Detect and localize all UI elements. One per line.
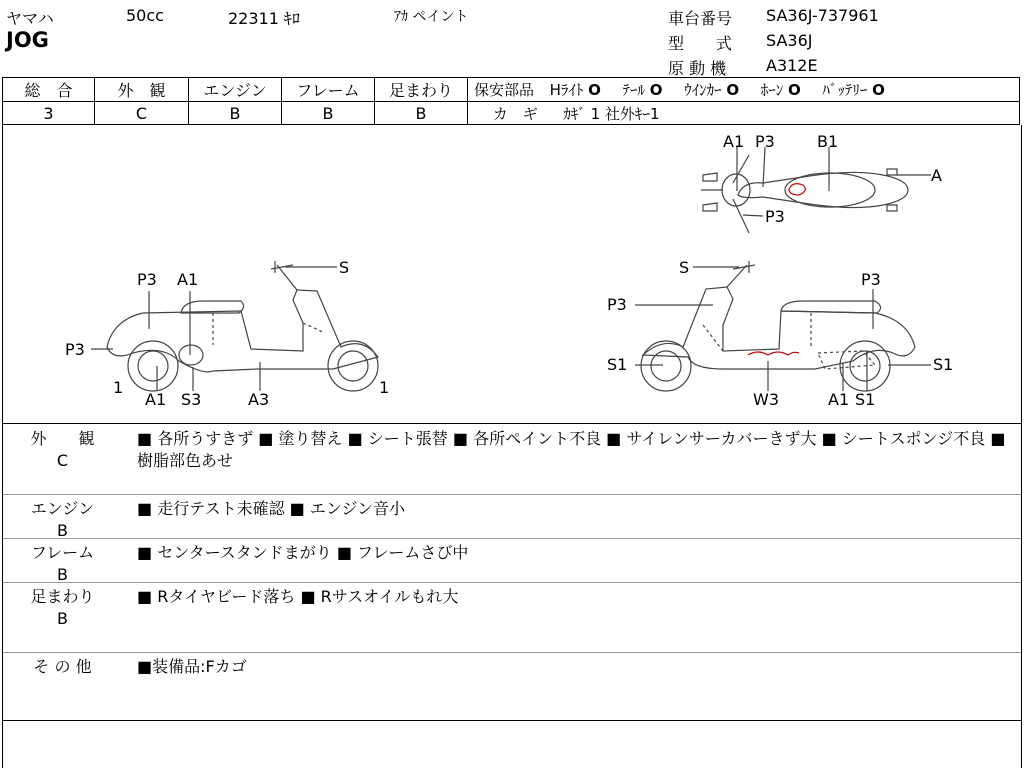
safety-item-horn: ﾎｰﾝ O xyxy=(760,81,801,99)
key-value: ｶｷﾞ 1 社外ｷｰ1 xyxy=(563,104,660,123)
left-label-a3: A3 xyxy=(248,390,270,409)
grade-value-engine: B xyxy=(189,102,282,125)
top-label-a: A xyxy=(931,166,942,185)
grade-label-overall: 総 合 xyxy=(3,78,95,102)
top-label-p3: P3 xyxy=(755,132,775,151)
note-row-suspension xyxy=(3,582,1021,653)
displacement: 50cc xyxy=(126,6,164,25)
left-label-1a: 1 xyxy=(113,378,124,397)
right-label-s1-front: S1 xyxy=(607,355,628,374)
left-label-s: S xyxy=(339,258,350,277)
safety-parts xyxy=(468,78,1020,102)
grade-label-frame: フレーム xyxy=(282,78,375,102)
note-text: ■ 走行テスト未確認 ■ エンジン音小 xyxy=(137,499,406,518)
right-label-w3: W3 xyxy=(753,390,779,409)
type-value: SA36J xyxy=(766,31,813,50)
safety-title: 保安部品 xyxy=(474,81,535,99)
inspection-notes xyxy=(2,423,1022,768)
note-row-frame xyxy=(3,538,1021,583)
left-label-a1-lower: A1 xyxy=(145,390,167,409)
left-label-a1: A1 xyxy=(177,270,199,289)
grade-value-exterior: C xyxy=(95,102,189,125)
top-label-p3-lower: P3 xyxy=(765,207,785,226)
left-label-p3: P3 xyxy=(137,270,157,289)
grade-value-suspension: B xyxy=(375,102,468,125)
right-label-p3: P3 xyxy=(607,295,627,314)
grade-value-frame: B xyxy=(282,102,375,125)
note-text: ■ センタースタンドまがり ■ フレームさび中 xyxy=(137,543,469,562)
grade-label-exterior: 外 観 xyxy=(95,78,189,102)
note-row-other xyxy=(3,652,1021,721)
right-label-s1: S1 xyxy=(855,390,876,409)
safety-item-tail: ﾃｰﾙ O xyxy=(622,81,663,99)
frame-no: SA36J-737961 xyxy=(766,6,879,25)
left-label-s3: S3 xyxy=(181,390,202,409)
top-label-a1: A1 xyxy=(723,132,745,151)
note-category: そ の 他 xyxy=(33,657,92,676)
engine-value: A312E xyxy=(766,56,818,75)
damage-diagram xyxy=(2,125,1022,423)
color: ｱｶ ペイント xyxy=(394,9,469,25)
key-info xyxy=(468,102,1020,125)
left-view-scooter xyxy=(91,261,378,391)
grades-table xyxy=(2,77,1020,125)
left-label-p3-rear: P3 xyxy=(65,340,85,359)
note-category: 足まわり B xyxy=(30,587,95,628)
maker: ヤマハ xyxy=(6,9,54,28)
note-category: エンジン B xyxy=(30,499,95,540)
left-label-1b: 1 xyxy=(379,378,390,397)
model-name: JOG xyxy=(6,28,49,52)
right-view-scooter xyxy=(635,261,931,391)
top-label-b1: B1 xyxy=(817,132,839,151)
grade-value-overall: 3 xyxy=(3,102,95,125)
frame-no-label: 車台番号 xyxy=(668,9,733,28)
grade-label-engine: エンジン xyxy=(189,78,282,102)
mileage: 22311 ｷﾛ xyxy=(228,9,300,28)
note-row-engine xyxy=(3,494,1021,539)
scooter-diagrams xyxy=(3,125,1021,423)
right-label-a1: A1 xyxy=(828,390,850,409)
right-label-p3-rear: P3 xyxy=(861,270,881,289)
note-category: フレーム B xyxy=(30,543,95,584)
key-label: カ ギ xyxy=(492,104,538,123)
safety-item-headlight: Hﾗｲﾄ O xyxy=(549,81,601,99)
right-label-s: S xyxy=(679,258,690,277)
note-category: 外 観 C xyxy=(30,429,95,470)
note-text: ■ 各所うすきず ■ 塗り替え ■ シート張替 ■ 各所ペイント不良 ■ サイレンサーカバーきず大 ■ シートスポンジ不良 ■ 樹脂部色あせ xyxy=(137,429,1006,470)
note-text: ■装備品:Fカゴ xyxy=(137,657,247,676)
engine-label: 原 動 機 xyxy=(668,59,727,78)
note-row-exterior xyxy=(3,424,1021,495)
top-view-scooter xyxy=(701,147,931,233)
safety-item-battery: ﾊﾞｯﾃﾘｰ O xyxy=(822,81,885,99)
right-label-s1-rear: S1 xyxy=(933,355,954,374)
type-label: 型 式 xyxy=(668,34,733,53)
safety-item-winker: ｳｲﾝｶｰ O xyxy=(684,81,740,99)
note-text: ■ Rタイヤビード落ち ■ Rサスオイルもれ大 xyxy=(137,587,459,606)
grade-label-suspension: 足まわり xyxy=(375,78,468,102)
